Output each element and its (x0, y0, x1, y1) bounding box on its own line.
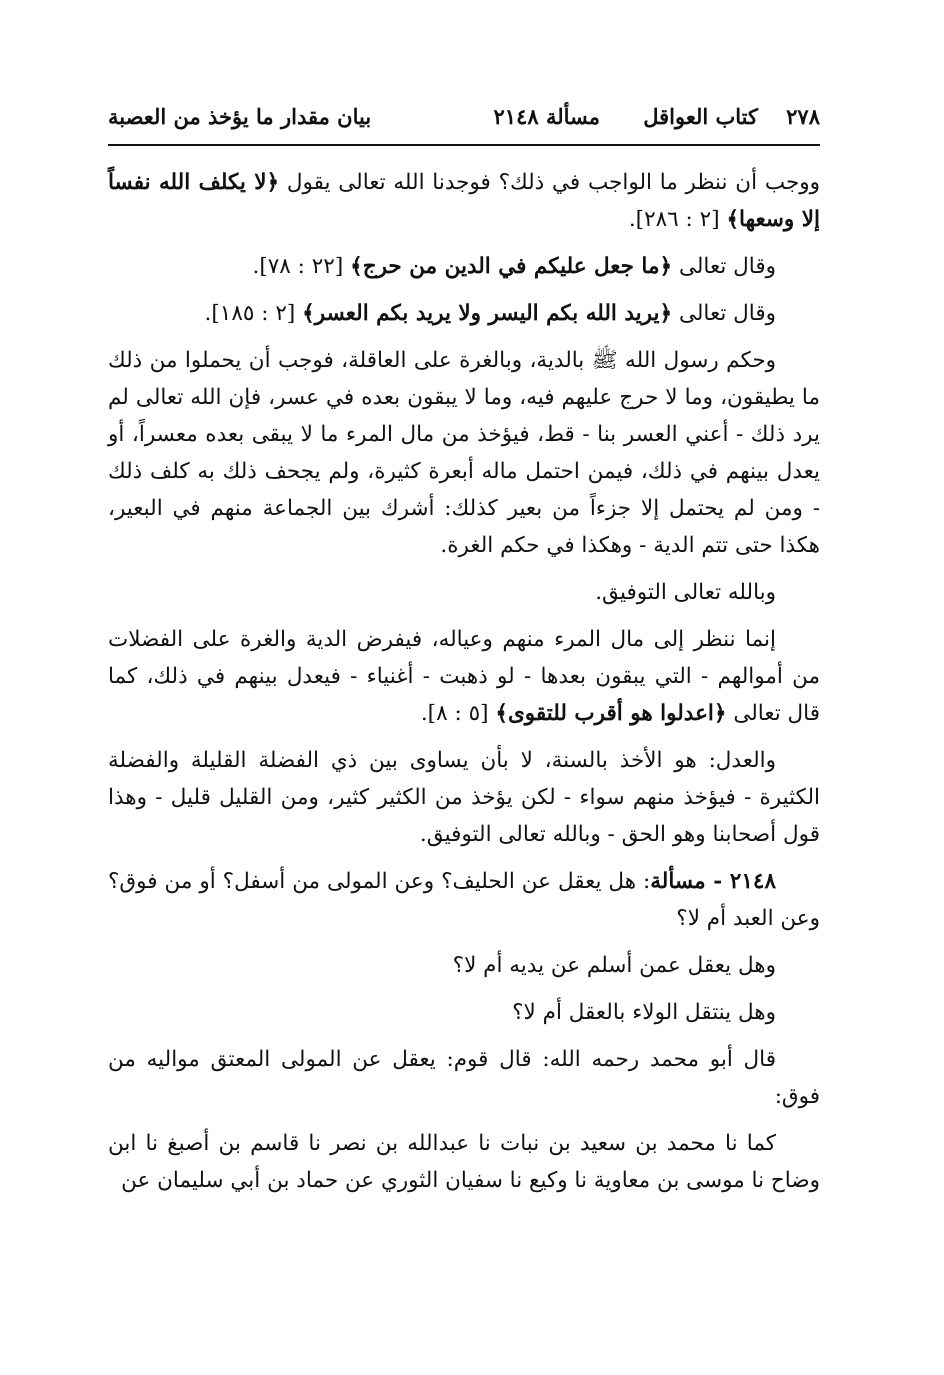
paragraph (108, 164, 820, 238)
paragraph: وهل ينتقل الولاء بالعقل أم لا؟ (512, 1000, 776, 1025)
book-title: كتاب العواقل (643, 104, 758, 129)
paragraph (108, 621, 820, 732)
citation: [٥ : ٨]. (420, 701, 496, 726)
text-run: وقال تعالى (672, 301, 776, 326)
quran-quote: ﴿ما جعل عليكم في الدين من حرج﴾ (350, 254, 673, 279)
paragraph (108, 295, 820, 332)
page-body (108, 164, 820, 1209)
issue-number: مسألة ٢١٤٨ (493, 104, 600, 129)
citation: [٢ : ١٨٥]. (204, 301, 303, 326)
quran-quote: ﴿يريد الله بكم اليسر ولا يريد بكم العسر﴾ (302, 301, 673, 326)
text-run: ووجب أن ننظر ما الواجب في ذلك؟ فوجدنا الله تعالى يقول (279, 170, 820, 195)
paragraph: وهل يعقل عمن أسلم عن يديه أم لا؟ (452, 953, 776, 978)
paragraph: وبالله تعالى التوفيق. (595, 580, 776, 605)
paragraph: وحكم رسول الله ﷺ بالدية، وبالغرة على العاقلة، فوجب أن يحملوا من ذلك ما يطيقون، وما لا حرج عليهم فيه، وما لا يبقون بعده في عسر، فإن الله تعالى لم يرد ذلك - أعني العسر بنا - قط، فيؤخذ من مال المرء ما لا يبقى بعده معسراً، أو يعدل بينهم في ذلك، فيمن احتمل ماله أبعرة كثيرة، ولم يجحف ذلك به كلف ذلك - ومن لم يحتمل إلا جزءاً من بعير كذلك: أشرك بين الجماعة منهم في البعير، هكذا حتى تتم الدية - وهكذا في حكم الغرة. (108, 348, 820, 558)
section-topic: بيان مقدار ما يؤخذ من العصبة (108, 104, 372, 129)
citation: [٢٢ : ٧٨]. (252, 254, 351, 279)
issue-label: ٢١٤٨ - مسألة (650, 869, 776, 894)
paragraph: والعدل: هو الأخذ بالسنة، لا بأن يساوى بين ذي الفضلة القليلة والفضلة الكثيرة - فيؤخذ منهم سواء - لكن يؤخذ من الكثير كثير، ومن القليل قليل - وهذا قول أصحابنا وهو الحق - وبالله تعالى التوفيق. (108, 748, 820, 847)
quran-quote: ﴿لا يكلف الله نفساً إلا وسعها﴾ (108, 170, 820, 232)
text-run: إنما ننظر إلى مال المرء منهم وعياله، فيفرض الدية والغرة على الفضلات من أموالهم - التي يبقون بعدها - لو ذهبت - أغنياء - فيعدل بينهم في ذلك، كما قال تعالى (108, 627, 820, 726)
text-run: وقال تعالى (672, 254, 776, 279)
issue-paragraph (108, 863, 820, 937)
quran-quote: ﴿اعدلوا هو أقرب للتقوى﴾ (495, 701, 727, 726)
paragraph: كما نا محمد بن سعيد بن نبات نا عبدالله بن نصر نا قاسم بن أصبغ نا ابن وضاح نا موسى بن معاوية نا وكيع نا سفيان الثوري عن حماد بن أبي سليمان عن (108, 1131, 820, 1193)
paragraph (108, 248, 820, 285)
text-run: : هل يعقل عن الحليف؟ وعن المولى من أسفل؟ أو من فوق؟ وعن العبد أم لا؟ (108, 869, 820, 931)
page-number: ٢٧٨ (786, 104, 820, 129)
running-header (108, 100, 820, 146)
paragraph: قال أبو محمد رحمه الله: قال قوم: يعقل عن المولى المعتق مواليه من فوق: (108, 1047, 820, 1109)
citation: [٢ : ٢٨٦]. (628, 207, 727, 232)
